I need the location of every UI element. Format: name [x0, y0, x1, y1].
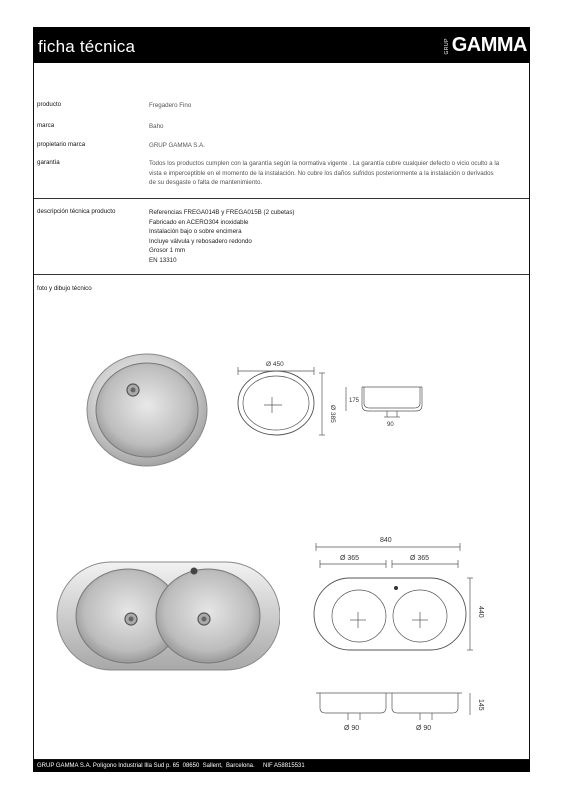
descripcion-line: Fabricado en ACERO304 inoxidable: [149, 218, 249, 226]
double-drain-left-label: Ø 90: [344, 725, 360, 732]
row-label: descripción técnica producto: [37, 208, 116, 215]
garantia-line: de su desgaste o falta de mantenimiento.: [149, 179, 263, 186]
row-label: propietario marca: [37, 141, 86, 148]
row-value: [149, 208, 294, 265]
single-drain-label: 90: [387, 422, 394, 428]
double-bowl-right-label: Ø 365: [410, 555, 430, 562]
descripcion-line: Grosor 1 mm: [149, 247, 186, 254]
page-title: ficha técnica: [38, 37, 136, 56]
tech-sheet: [33, 27, 530, 772]
row-value: Fregadero Fino: [149, 102, 192, 109]
double-sink-photo: [56, 558, 280, 674]
single-depth-label: 175: [349, 398, 360, 404]
row-label: garantía: [37, 159, 60, 166]
header-bar: [33, 27, 530, 63]
row-label: producto: [37, 101, 62, 108]
row-value: GRUP GAMMA S.A.: [149, 142, 205, 149]
double-bowl-left-label: Ø 365: [340, 555, 360, 562]
row-label: foto y dibujo técnico: [37, 285, 92, 292]
single-width-label: Ø 385: [329, 405, 336, 423]
logo-gamma-text: GAMMA: [451, 34, 527, 56]
single-sink-drawing: [234, 353, 434, 463]
double-depth-label: 145: [477, 699, 484, 711]
double-drain-right-label: Ø 90: [416, 725, 432, 732]
content-frame: [33, 63, 530, 760]
row-value: [149, 159, 499, 188]
double-total-label: 840: [380, 537, 392, 544]
logo-grup-text: GRUP: [443, 37, 450, 54]
footer-text: GRUP GAMMA S.A. Polígono Industrial Illa Sud p. 65 08650 Sallent, Barcelona. NIF A58815531: [37, 763, 305, 769]
descripcion-line: Referencias FREGA014B y FREGA015B (2 cubetas): [149, 209, 295, 216]
descripcion-line: EN 13310: [149, 256, 177, 264]
divider: [34, 274, 529, 275]
divider: [34, 198, 529, 199]
gamma-logo: [445, 36, 527, 54]
double-width-label: 440: [477, 606, 484, 618]
footer-bar: [33, 760, 530, 772]
garantia-line: vista e imperceptible en el momento de la instalación. No cubre los daños sufridos posteriormente a la instalación o derivados: [149, 169, 494, 177]
descripcion-line: Incluye válvula y rebosadero redondo: [149, 237, 252, 245]
row-value: Baho: [149, 123, 164, 130]
single-diameter-label: Ø 450: [266, 361, 284, 368]
garantia-line: Todos los productos cumplen con la garantía según la normativa vigente . La garantía cubre cualquier defecto o vicio oculto a la: [149, 160, 500, 167]
double-sink-drawing: [310, 530, 510, 740]
single-sink-photo: [86, 353, 208, 467]
descripcion-line: Instalación bajo o sobre encimera: [149, 228, 242, 235]
row-label: marca: [37, 122, 55, 129]
